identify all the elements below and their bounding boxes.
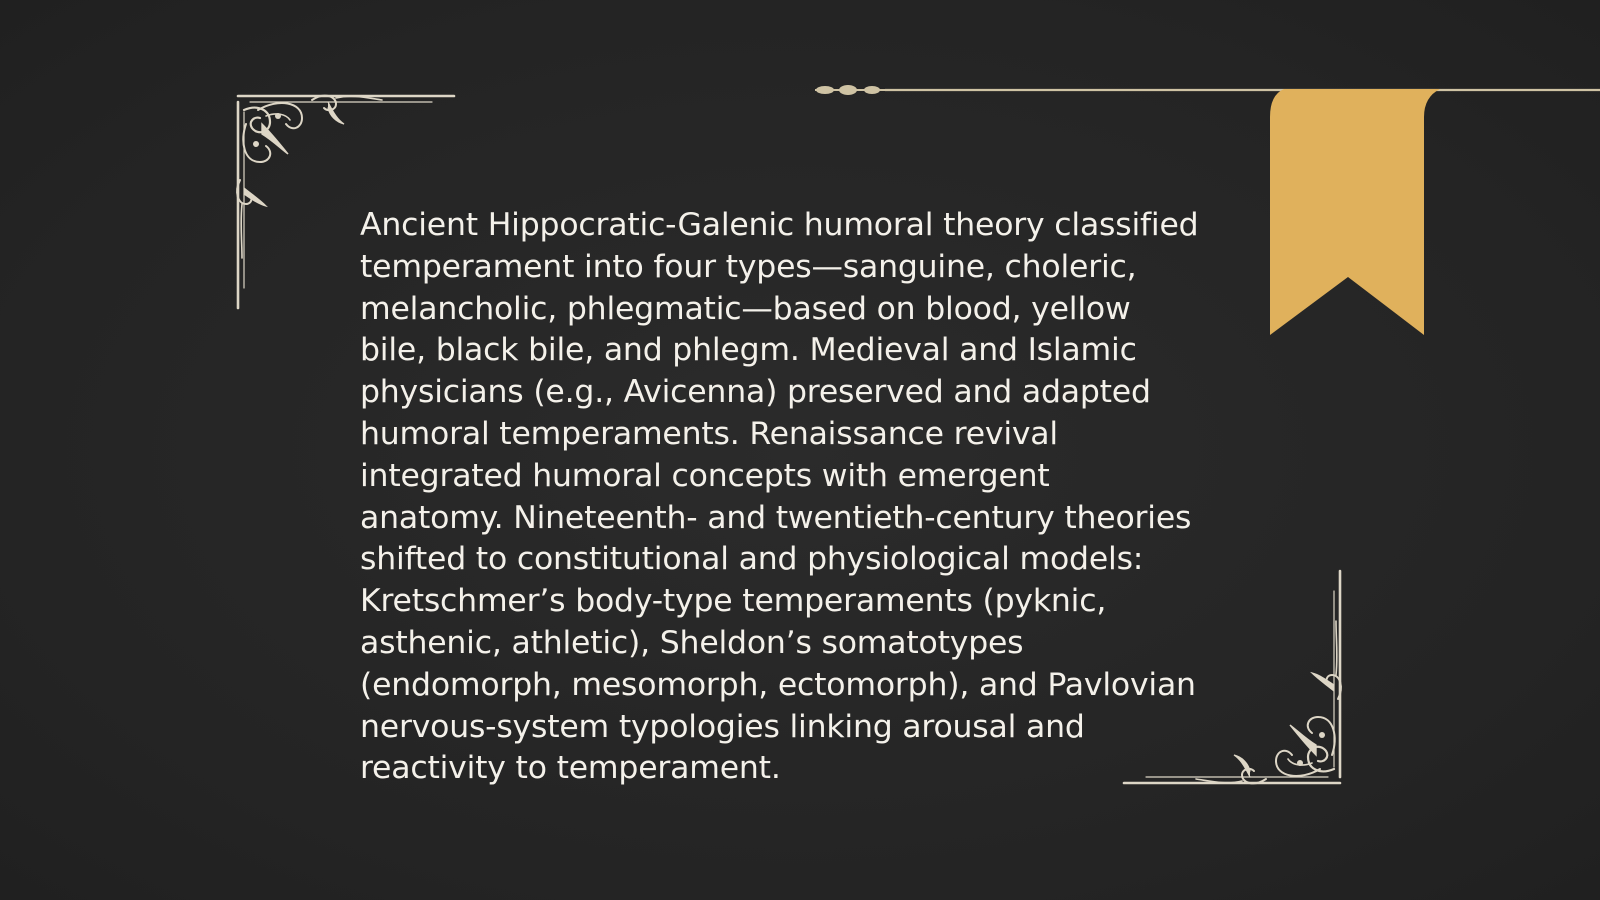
body-line: nervous-system typologies linking arousal and <box>360 708 1085 745</box>
body-line: Ancient Hippocratic-Galenic humoral theory classified <box>360 207 1199 243</box>
body-line: temperament into four types—sanguine, choleric, <box>360 248 1137 285</box>
body-line: integrated humoral concepts with emergent <box>360 457 1050 494</box>
body-line: physicians (e.g., Avicenna) preserved and adapted <box>360 374 1151 411</box>
bookmark-ribbon <box>1270 89 1440 335</box>
body-line: reactivity to temperament. <box>360 750 781 787</box>
body-paragraph <box>360 205 1240 790</box>
ornamental-rule <box>815 80 1600 100</box>
body-line: asthenic, athletic), Sheldon’s somatotypes <box>360 624 1024 661</box>
body-line: bile, black bile, and phlegm. Medieval and Islamic <box>360 332 1137 369</box>
body-line: Kretschmer’s body-type temperaments (pyknic, <box>360 583 1107 620</box>
body-line: humoral temperaments. Renaissance revival <box>360 415 1058 452</box>
body-line: anatomy. Nineteenth- and twentieth-century theories <box>360 499 1192 536</box>
body-line: shifted to constitutional and physiological models: <box>360 541 1144 578</box>
body-line: (endomorph, mesomorph, ectomorph), and Pavlovian <box>360 666 1196 703</box>
body-line: melancholic, phlegmatic—based on blood, yellow <box>360 290 1131 327</box>
